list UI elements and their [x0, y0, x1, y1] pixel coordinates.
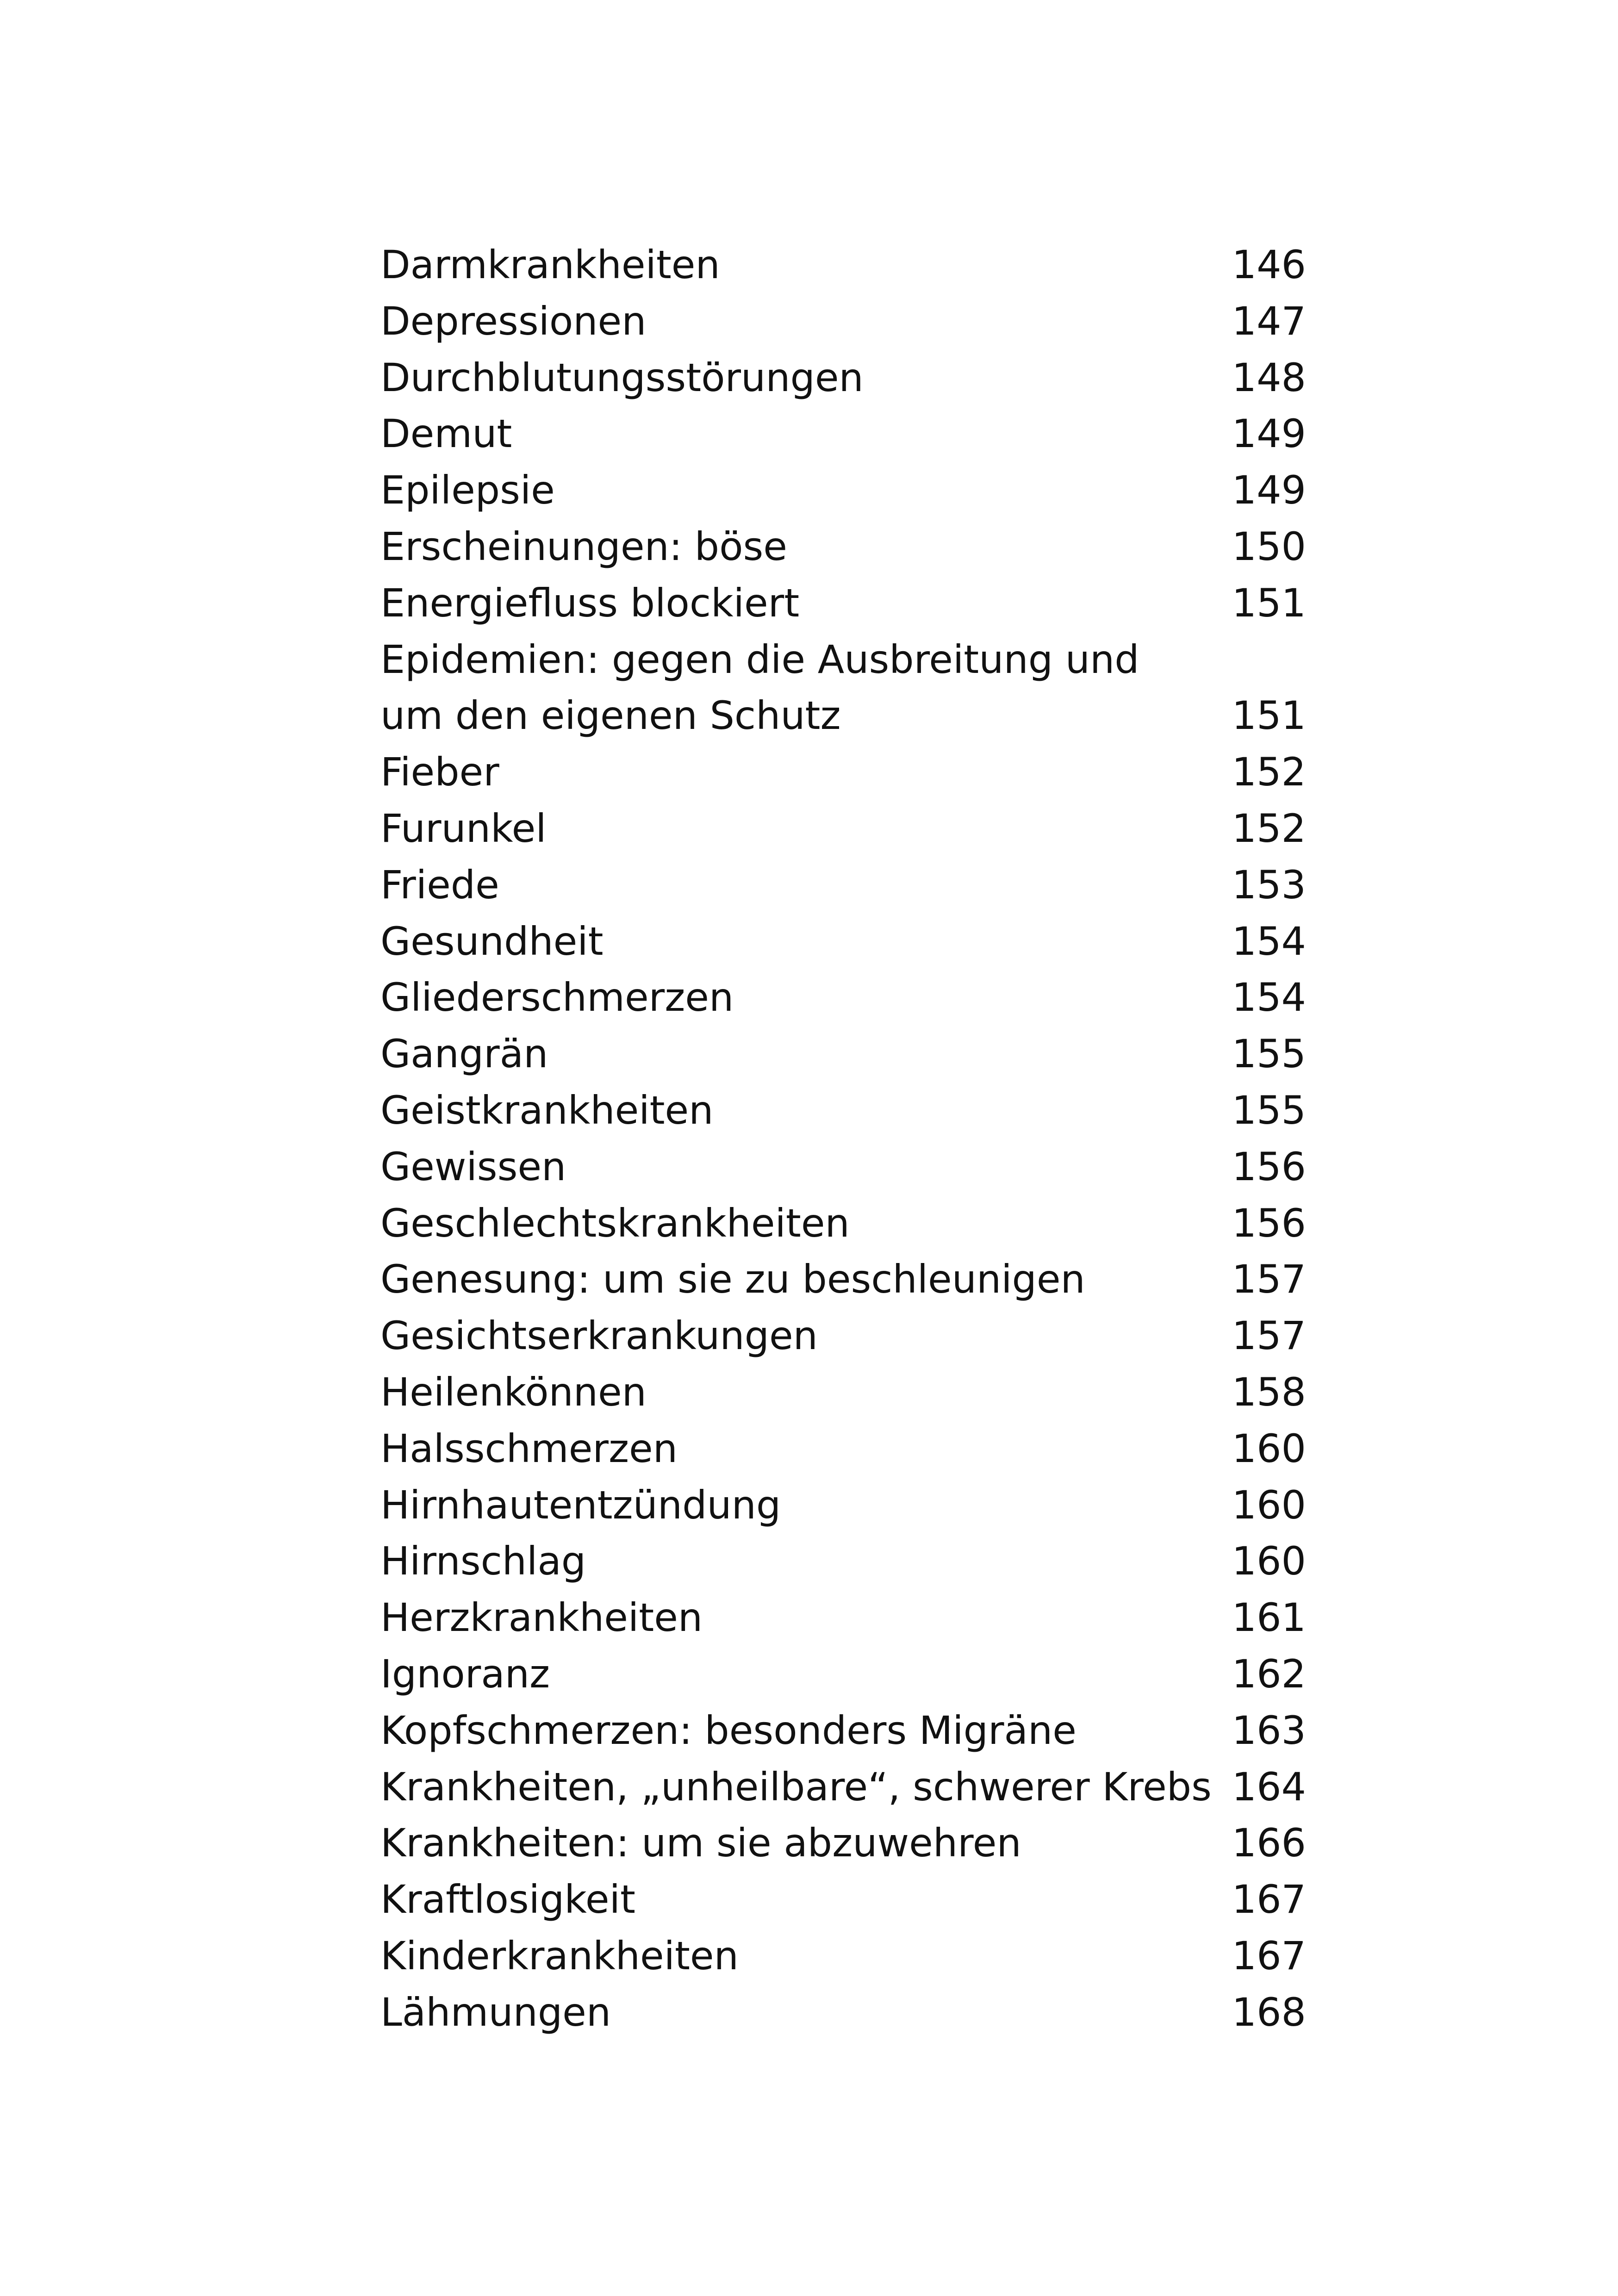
- toc-entry-title: Herzkrankheiten: [380, 1595, 703, 1641]
- toc-entry-page-number: 156: [1232, 1200, 1306, 1246]
- toc-entry-page-number: 146: [1232, 242, 1306, 287]
- toc-entry-title: Gesundheit: [380, 918, 604, 964]
- toc-entry: [380, 1251, 1306, 1308]
- toc-entry: [380, 1985, 1306, 2041]
- toc-entry-page-number: 157: [1232, 1257, 1306, 1302]
- toc-entry-page-number: 167: [1232, 1877, 1306, 1923]
- toc-entry: [380, 1590, 1306, 1646]
- toc-entry-page-number: 152: [1232, 805, 1306, 851]
- toc-entry-title: Kinderkrankheiten: [380, 1933, 739, 1979]
- toc-entry-title: Epilepsie: [380, 467, 555, 513]
- toc-entry-title: Darmkrankheiten: [380, 242, 720, 287]
- toc-entry: [380, 1083, 1306, 1139]
- toc-entry-page-number: 161: [1232, 1595, 1306, 1641]
- toc-entry-title: Geistkrankheiten: [380, 1087, 714, 1133]
- toc-entry: [380, 406, 1306, 462]
- toc-entry: [380, 801, 1306, 857]
- toc-entry-title: Gliederschmerzen: [380, 975, 734, 1020]
- toc-entry-page-number: 157: [1232, 1313, 1306, 1359]
- toc-entry-title: Furunkel: [380, 805, 547, 851]
- toc-entry-page-number: 160: [1232, 1538, 1306, 1584]
- toc-entry-title: Erscheinungen: böse: [380, 523, 787, 569]
- toc-entry-title: Depressionen: [380, 298, 647, 344]
- toc-entry-page-number: 163: [1232, 1707, 1306, 1753]
- toc-entry-title: Fieber: [380, 749, 499, 795]
- toc-entry: [380, 1646, 1306, 1703]
- toc-entry-page-number: 158: [1232, 1369, 1306, 1415]
- toc-entry: [380, 237, 1306, 293]
- toc-entry-title: Kraftlosigkeit: [380, 1877, 635, 1923]
- toc-entry-page-number: 149: [1232, 467, 1306, 513]
- toc-entry-title: Epidemien: gegen die Ausbreitung und: [380, 636, 1139, 682]
- toc-entry: [380, 1703, 1306, 1759]
- toc-entry: [380, 1759, 1306, 1816]
- toc-entry-title: Ignoranz: [380, 1651, 550, 1697]
- toc-entry-title: Hirnhautentzündung: [380, 1482, 781, 1528]
- toc-entry-title: Krankheiten: um sie abzuwehren: [380, 1820, 1021, 1866]
- toc-entry-page-number: 148: [1232, 355, 1306, 400]
- toc-entry: [380, 1533, 1306, 1590]
- toc-entry-page-number: 168: [1232, 1989, 1306, 2035]
- toc-entry-title: Heilenkönnen: [380, 1369, 647, 1415]
- toc-entry-title: um den eigenen Schutz: [380, 693, 841, 739]
- toc-entry: [380, 744, 1306, 801]
- toc-entry: [380, 914, 1306, 970]
- toc-entry-page-number: 150: [1232, 523, 1306, 569]
- toc-entry: [380, 350, 1306, 406]
- toc-entry-title: Kopfschmerzen: besonders Migräne: [380, 1707, 1077, 1753]
- toc-entry: [380, 970, 1306, 1026]
- toc-entry-page-number: 151: [1232, 580, 1306, 626]
- toc-entry-page-number: 154: [1232, 975, 1306, 1020]
- toc-entry-page-number: 166: [1232, 1820, 1306, 1866]
- toc-entry-title: Durchblutungsstörungen: [380, 355, 864, 400]
- toc-entry: [380, 1928, 1306, 1985]
- toc-entry: [380, 1364, 1306, 1421]
- toc-entry-page-number: 162: [1232, 1651, 1306, 1697]
- table-of-contents: [380, 237, 1306, 2041]
- toc-entry-title: Friede: [380, 862, 499, 908]
- toc-entry-title: Energiefluss blockiert: [380, 580, 800, 626]
- toc-entry-title: Geschlechtskrankheiten: [380, 1200, 850, 1246]
- toc-entry-page-number: 154: [1232, 918, 1306, 964]
- toc-entry-title: Gangrän: [380, 1031, 548, 1077]
- toc-entry: [380, 1421, 1306, 1477]
- toc-entry-title: Gesichtserkrankungen: [380, 1313, 818, 1359]
- toc-entry: [380, 1026, 1306, 1083]
- toc-entry-page-number: 156: [1232, 1144, 1306, 1189]
- toc-entry-title: Krankheiten, „unheilbare“, schwerer Krebs: [380, 1764, 1212, 1810]
- toc-entry: [380, 462, 1306, 519]
- toc-entry-title: Hirnschlag: [380, 1538, 586, 1584]
- toc-entry-page-number: 164: [1232, 1764, 1306, 1810]
- toc-entry-title: Gewissen: [380, 1144, 566, 1189]
- toc-entry-page-number: 155: [1232, 1031, 1306, 1077]
- toc-entry-page-number: 152: [1232, 749, 1306, 795]
- toc-entry-page-number: 151: [1232, 693, 1306, 739]
- toc-entry: [380, 519, 1306, 575]
- toc-entry-title: Demut: [380, 411, 512, 457]
- toc-entry: [380, 1477, 1306, 1534]
- toc-entry-page-number: 160: [1232, 1482, 1306, 1528]
- toc-entry-title: Genesung: um sie zu beschleunigen: [380, 1257, 1085, 1302]
- toc-entry-page-number: 160: [1232, 1425, 1306, 1471]
- toc-entry-title: Lähmungen: [380, 1989, 611, 2035]
- toc-entry: [380, 688, 1306, 744]
- toc-entry: [380, 575, 1306, 632]
- toc-entry-page-number: 147: [1232, 298, 1306, 344]
- toc-entry: [380, 1815, 1306, 1872]
- toc-entry: [380, 1872, 1306, 1928]
- toc-entry-page-number: 153: [1232, 862, 1306, 908]
- toc-entry-page-number: 149: [1232, 411, 1306, 457]
- toc-entry: [380, 293, 1306, 350]
- toc-entry-title: Halsschmerzen: [380, 1425, 678, 1471]
- toc-entry: [380, 1139, 1306, 1195]
- toc-entry: [380, 857, 1306, 914]
- toc-entry: [380, 632, 1306, 688]
- toc-entry: [380, 1308, 1306, 1364]
- toc-entry-page-number: 167: [1232, 1933, 1306, 1979]
- toc-entry: [380, 1195, 1306, 1252]
- toc-entry-page-number: 155: [1232, 1087, 1306, 1133]
